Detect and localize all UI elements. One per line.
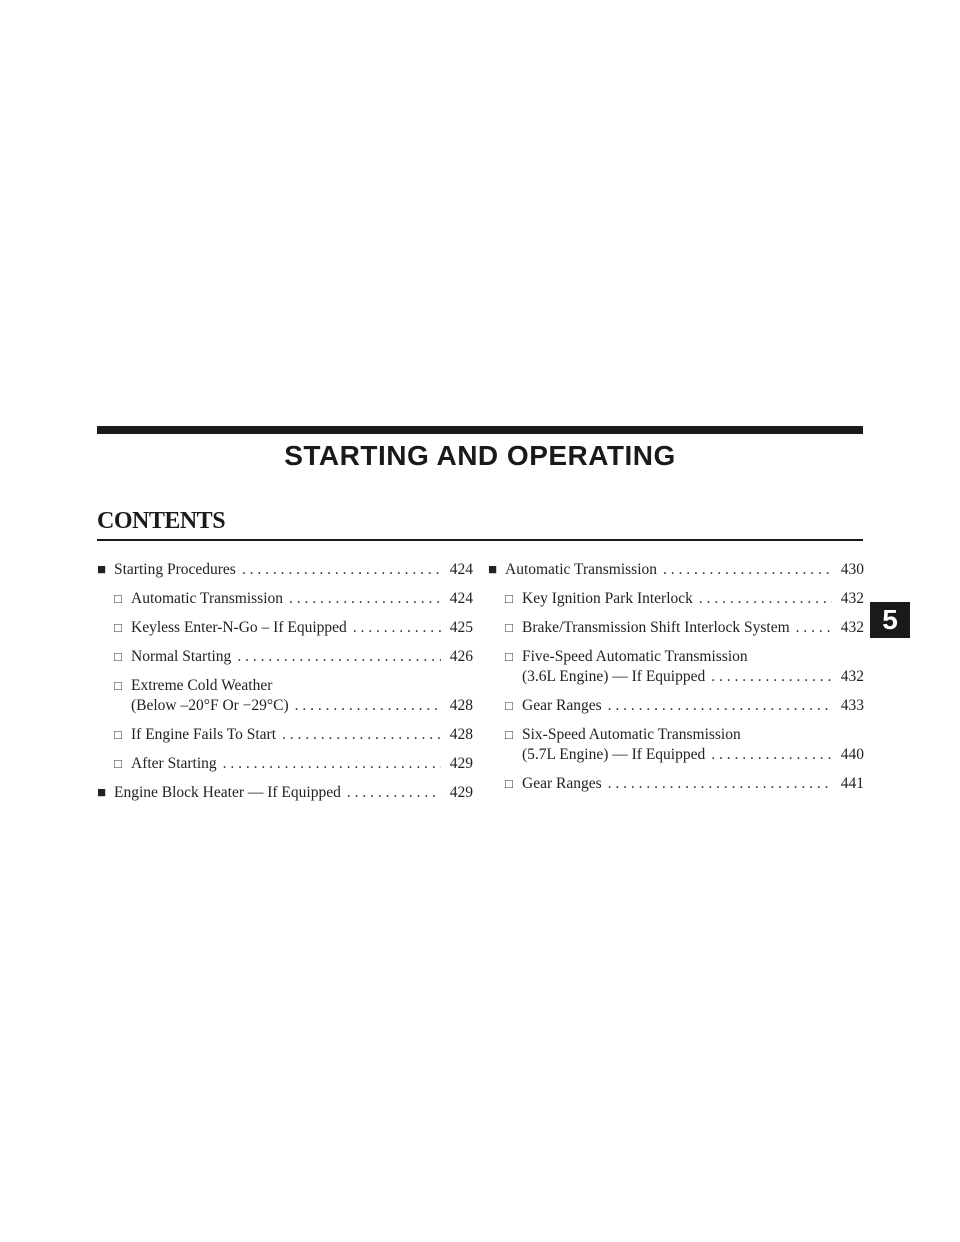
toc-entry[interactable]	[488, 589, 864, 609]
toc-entry[interactable]	[488, 725, 864, 765]
toc-entry[interactable]	[97, 618, 473, 638]
dot-leader	[282, 725, 441, 745]
toc-entry-title-line1: Five-Speed Automatic Transmission	[522, 648, 748, 665]
toc-page-number: 430	[840, 561, 864, 578]
section-title: STARTING AND OPERATING	[284, 440, 676, 471]
toc-page-number: 426	[449, 648, 473, 665]
toc-entry-title: Automatic Transmission	[505, 561, 658, 578]
toc-page-number: 429	[449, 755, 473, 772]
toc-page-number: 425	[449, 619, 473, 636]
toc-entry[interactable]	[97, 647, 473, 667]
toc-entry[interactable]	[488, 618, 864, 638]
toc-page-number: 432	[840, 590, 864, 607]
toc-entry-title: (5.7L Engine) — If Equipped	[522, 746, 706, 763]
filled-square-bullet-icon: ■	[488, 562, 498, 578]
toc-entry-title: Keyless Enter-N-Go – If Equipped	[131, 619, 347, 636]
toc-page-number: 424	[449, 590, 473, 607]
dot-leader	[347, 783, 441, 803]
toc-entry[interactable]	[97, 676, 473, 716]
hollow-square-bullet-icon: □	[505, 727, 513, 742]
toc-entry-title: After Starting	[131, 755, 217, 772]
toc-entry[interactable]	[488, 696, 864, 716]
toc-page-number: 432	[840, 619, 864, 636]
toc-entry[interactable]	[488, 774, 864, 794]
filled-square-bullet-icon: ■	[97, 785, 107, 801]
toc-entry-title: Starting Procedures	[114, 561, 236, 578]
dot-leader	[223, 754, 441, 774]
toc-entry[interactable]	[488, 647, 864, 687]
toc-entry[interactable]	[97, 560, 473, 580]
dot-leader	[711, 745, 832, 765]
contents-rule	[97, 539, 863, 541]
toc-entry[interactable]	[97, 754, 473, 774]
dot-leader	[663, 560, 832, 580]
toc-page-number: 440	[840, 746, 864, 763]
toc-entry-title: Gear Ranges	[522, 775, 602, 792]
toc-entry-title: (3.6L Engine) — If Equipped	[522, 668, 706, 685]
toc-entry-title: (Below –20°F Or −29°C)	[131, 697, 289, 714]
toc-page-number: 424	[449, 561, 473, 578]
toc-entry-title: Engine Block Heater — If Equipped	[114, 784, 341, 801]
contents-heading: CONTENTS	[97, 508, 226, 534]
hollow-square-bullet-icon: □	[505, 776, 513, 791]
dot-leader	[289, 589, 441, 609]
toc-page-number: 429	[449, 784, 473, 801]
toc-entry[interactable]	[488, 560, 864, 580]
hollow-square-bullet-icon: □	[114, 620, 122, 635]
hollow-square-bullet-icon: □	[505, 649, 513, 664]
toc-left-column	[97, 560, 473, 812]
hollow-square-bullet-icon: □	[114, 756, 122, 771]
toc-page-number: 433	[840, 697, 864, 714]
toc-entry-title-line1: Six-Speed Automatic Transmission	[522, 726, 741, 743]
dot-leader	[608, 696, 832, 716]
dot-leader	[295, 696, 441, 716]
section-top-bar	[97, 426, 863, 434]
dot-leader	[796, 618, 832, 638]
dot-leader	[699, 589, 832, 609]
hollow-square-bullet-icon: □	[114, 649, 122, 664]
toc-entry-title: Key Ignition Park Interlock	[522, 590, 693, 607]
hollow-square-bullet-icon: □	[114, 678, 122, 693]
toc-page-number: 441	[840, 775, 864, 792]
toc-entry[interactable]	[97, 589, 473, 609]
toc-entry-title: Gear Ranges	[522, 697, 602, 714]
chapter-tab: 5	[870, 602, 910, 638]
toc-entry[interactable]	[97, 725, 473, 745]
toc-page-number: 428	[449, 697, 473, 714]
hollow-square-bullet-icon: □	[505, 591, 513, 606]
dot-leader	[353, 618, 441, 638]
toc-page-number: 428	[449, 726, 473, 743]
dot-leader	[237, 647, 441, 667]
dot-leader	[608, 774, 832, 794]
filled-square-bullet-icon: ■	[97, 562, 107, 578]
dot-leader	[711, 667, 832, 687]
hollow-square-bullet-icon: □	[114, 591, 122, 606]
toc-right-column	[488, 560, 864, 803]
hollow-square-bullet-icon: □	[505, 620, 513, 635]
dot-leader	[242, 560, 441, 580]
hollow-square-bullet-icon: □	[114, 727, 122, 742]
toc-entry-title-line1: Extreme Cold Weather	[131, 677, 273, 694]
toc-entry-title: Automatic Transmission	[131, 590, 284, 607]
toc-entry-title: Normal Starting	[131, 648, 232, 665]
hollow-square-bullet-icon: □	[505, 698, 513, 713]
toc-page-number: 432	[840, 668, 864, 685]
toc-entry-title: Brake/Transmission Shift Interlock System	[522, 619, 790, 636]
toc-entry-title: If Engine Fails To Start	[131, 726, 277, 743]
toc-entry[interactable]	[97, 783, 473, 803]
